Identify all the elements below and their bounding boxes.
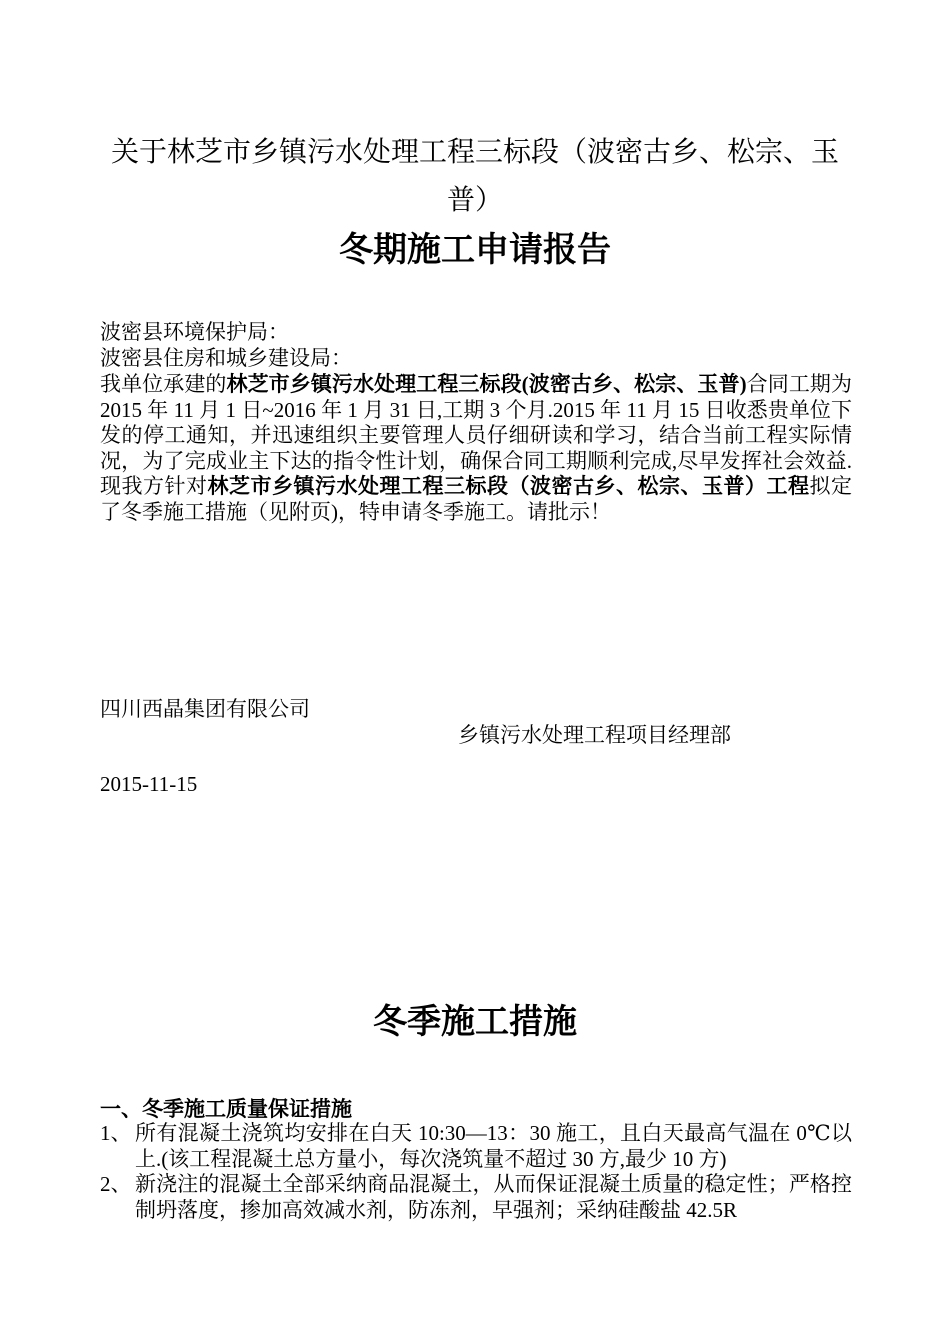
application-body-paragraph [100,372,852,526]
list-item [100,1121,852,1172]
measures-list [100,1121,852,1223]
signature-department: 乡镇污水处理工程项目经理部 [458,723,731,747]
body-text-intro: 我单位承建的 [100,372,227,396]
list-item [100,1172,852,1223]
list-item-text: 所有混凝土浇筑均安排在白天 10:30—13：30 施工，且白天最高气温在 0℃以上.(该工程混凝土总方量小，每次浇筑量不超过 30 方,最少 10 方) [135,1121,852,1171]
list-item-number: 2、 [100,1172,132,1197]
document-title: 冬期施工申请报告 [339,230,611,270]
section-heading-quality: 一、冬季施工质量保证措施 [100,1097,352,1121]
project-name-bold: 林芝市乡镇污水处理工程三标段(波密古乡、松宗、玉普) [226,372,747,396]
body-text-main: 合同工期为 2015 年 11 月 1 日~2016 年 1 月 31 日,工期 3 个月.2015 年 11 月 15 日收悉贵单位下发的停工通知，并迅速组织主要管理人员仔细研读和学习，结合当前工程实际情况，为了完成业主下达的指令性计划，确保合同工期顺利完成,尽早发挥社会效益.现我方针对 [100,372,853,499]
list-item-text: 新浇注的混凝土全部采纳商品混凝土，从而保证混凝土质量的稳定性；严格控制坍落度，掺加高效减水剂，防冻剂，早强剂；采纳硅酸盐 42.5R [135,1172,852,1222]
addressee-housing-bureau: 波密县住房和城乡建设局： [100,346,352,370]
signature-date: 2015-11-15 [100,772,198,796]
addressee-environment-bureau: 波密县环境保护局： [100,320,289,344]
list-item-number: 1、 [100,1121,132,1145]
body-text-closing: 拟定了冬季施工措施（见附页)，特申请冬季施工。请批示！ [100,474,852,524]
measures-title: 冬季施工措施 [373,1002,577,1042]
document-subtitle: 关于林芝市乡镇污水处理工程三标段（波密古乡、松宗、玉普） [110,135,839,216]
signature-company: 四川西晶集团有限公司 [100,697,310,721]
project-name-bold-2: 林芝市乡镇污水处理工程三标段（波密古乡、松宗、玉普）工程 [207,474,810,499]
